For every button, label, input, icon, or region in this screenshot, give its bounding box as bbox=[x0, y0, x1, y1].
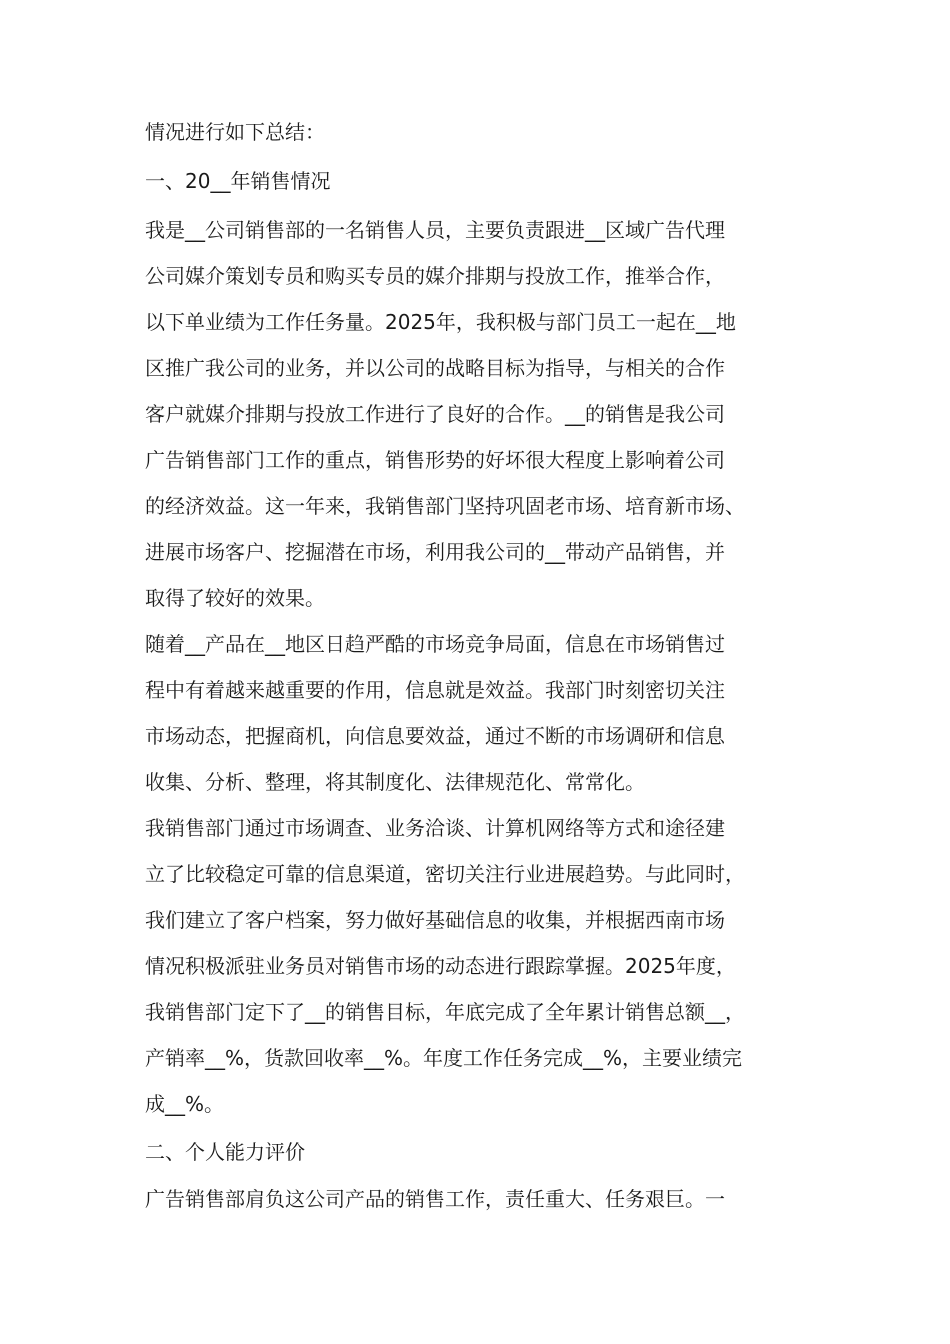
text-line: 的经济效益。这一年来，我销售部门坚持巩固老市场、培育新市场、 bbox=[145, 494, 745, 518]
text-line: 随着__产品在__地区日趋严酷的市场竞争局面，信息在市场销售过 bbox=[145, 632, 725, 656]
text-line: 取得了较好的效果。 bbox=[145, 586, 325, 610]
text-line: 情况积极派驻业务员对销售市场的动态进行跟踪掌握。2025年度， bbox=[145, 954, 736, 978]
text-line: 产销率__%，货款回收率__%。年度工作任务完成__%，主要业绩完 bbox=[145, 1046, 743, 1070]
text-line: 立了比较稳定可靠的信息渠道，密切关注行业进展趋势。与此同时， bbox=[145, 862, 745, 886]
text-line: 成__%。 bbox=[145, 1092, 225, 1116]
text-line: 广告销售部肩负这公司产品的销售工作，责任重大、任务艰巨。一 bbox=[145, 1187, 725, 1211]
text-line: 区推广我公司的业务，并以公司的战略目标为指导，与相关的合作 bbox=[145, 356, 725, 380]
section-heading: 二、个人能力评价 bbox=[145, 1140, 305, 1164]
text-line: 市场动态，把握商机，向信息要效益，通过不断的市场调研和信息 bbox=[145, 724, 725, 748]
text-line: 收集、分析、整理，将其制度化、法律规范化、常常化。 bbox=[145, 770, 645, 794]
text-line: 客户就媒介排期与投放工作进行了良好的合作。__的销售是我公司 bbox=[145, 402, 725, 426]
text-line: 进展市场客户、挖掘潜在市场，利用我公司的__带动产品销售，并 bbox=[145, 540, 725, 564]
text-line: 我销售部门定下了__的销售目标，年底完成了全年累计销售总额__， bbox=[145, 1000, 745, 1024]
text-line: 我们建立了客户档案，努力做好基础信息的收集，并根据西南市场 bbox=[145, 908, 725, 932]
text-line: 广告销售部门工作的重点，销售形势的好坏很大程度上影响着公司 bbox=[145, 448, 725, 472]
text-line: 公司媒介策划专员和购买专员的媒介排期与投放工作，推举合作， bbox=[145, 264, 725, 288]
text-line: 我销售部门通过市场调查、业务洽谈、计算机网络等方式和途径建 bbox=[145, 816, 725, 840]
text-line: 我是__公司销售部的一名销售人员，主要负责跟进__区域广告代理 bbox=[145, 218, 725, 242]
text-line: 以下单业绩为工作任务量。2025年，我积极与部门员工一起在__地 bbox=[145, 310, 736, 334]
text-line: 程中有着越来越重要的作用，信息就是效益。我部门时刻密切关注 bbox=[145, 678, 725, 702]
section-heading: 一、20__年销售情况 bbox=[145, 169, 331, 193]
text-line: 情况进行如下总结： bbox=[145, 120, 325, 144]
